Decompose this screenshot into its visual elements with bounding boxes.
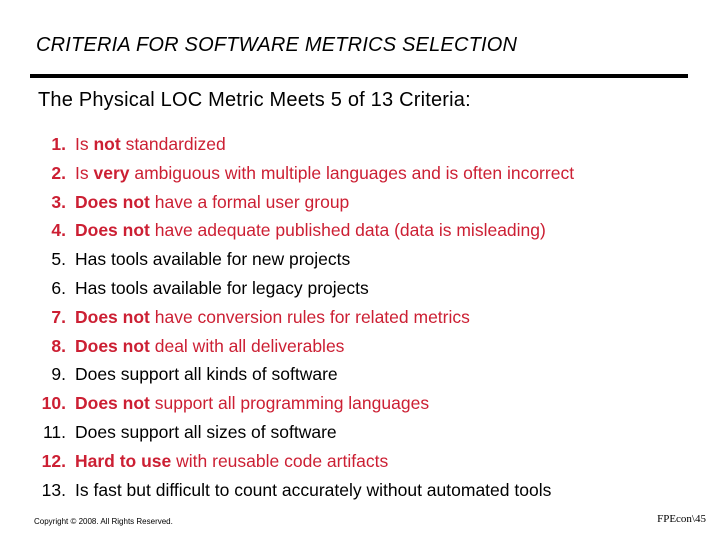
item-text: Has tools available for new projects [75, 249, 351, 270]
criteria-list [30, 130, 574, 504]
criteria-item-10 [30, 389, 574, 418]
criteria-item-1 [30, 130, 574, 159]
emphasis: Hard to use [75, 450, 172, 471]
item-text: Is not standardized [75, 134, 226, 154]
emphasis: Does not [75, 306, 150, 327]
item-number: 6. [51, 277, 66, 298]
item-number: 4. [51, 220, 66, 241]
criteria-item-13 [30, 476, 574, 505]
criteria-item-6 [30, 274, 574, 303]
emphasis: Does not [75, 220, 150, 241]
item-text: Does not have adequate published data (data is misleading) [75, 220, 546, 241]
emphasis: very [93, 162, 130, 183]
copyright-notice: Copyright © 2008. All Rights Reserved. [34, 517, 173, 526]
item-text: Does support all sizes of software [75, 421, 337, 442]
item-number: 10. [41, 393, 66, 414]
title-divider [30, 74, 688, 78]
criteria-item-11 [30, 418, 574, 447]
item-text: Hard to use with reusable code artifacts [75, 450, 389, 471]
slide-subtitle: The Physical LOC Metric Meets 5 of 13 Criteria: [38, 89, 471, 111]
item-number: 2. [51, 162, 66, 183]
item-text: Is very ambiguous with multiple languages and is often incorrect [75, 162, 575, 183]
item-number: 5. [51, 249, 66, 270]
emphasis: Does not [75, 393, 150, 414]
item-number: 9. [51, 364, 66, 385]
criteria-item-7 [30, 303, 574, 332]
criteria-item-8 [30, 332, 574, 361]
item-number: 7. [51, 306, 66, 327]
item-number: 1. [51, 134, 66, 154]
item-text: Does not deal with all deliverables [75, 335, 345, 356]
item-number: 12. [41, 450, 66, 471]
item-number: 11. [42, 421, 66, 442]
emphasis: not [93, 134, 121, 154]
item-text: Is fast but difficult to count accurately without automated tools [75, 479, 552, 500]
criteria-item-5 [30, 245, 574, 274]
item-text: Does support all kinds of software [75, 364, 338, 385]
item-number: 8. [51, 335, 66, 356]
emphasis: Does not [75, 335, 150, 356]
item-number: 3. [51, 191, 66, 212]
item-text: Does not have conversion rules for related metrics [75, 306, 470, 327]
criteria-item-4 [30, 216, 574, 245]
item-text: Does not have a formal user group [75, 191, 350, 212]
criteria-item-3 [30, 188, 574, 217]
criteria-item-2 [30, 159, 574, 188]
item-number: 13. [41, 479, 66, 500]
slide-title: CRITERIA FOR SOFTWARE METRICS SELECTION [36, 34, 518, 56]
criteria-item-9 [30, 360, 574, 389]
criteria-item-12 [30, 447, 574, 476]
slide-reference: FPEcon\45 [657, 513, 706, 525]
emphasis: Does not [75, 191, 150, 212]
item-text: Does not support all programming languages [75, 393, 430, 414]
item-text: Has tools available for legacy projects [75, 277, 369, 298]
